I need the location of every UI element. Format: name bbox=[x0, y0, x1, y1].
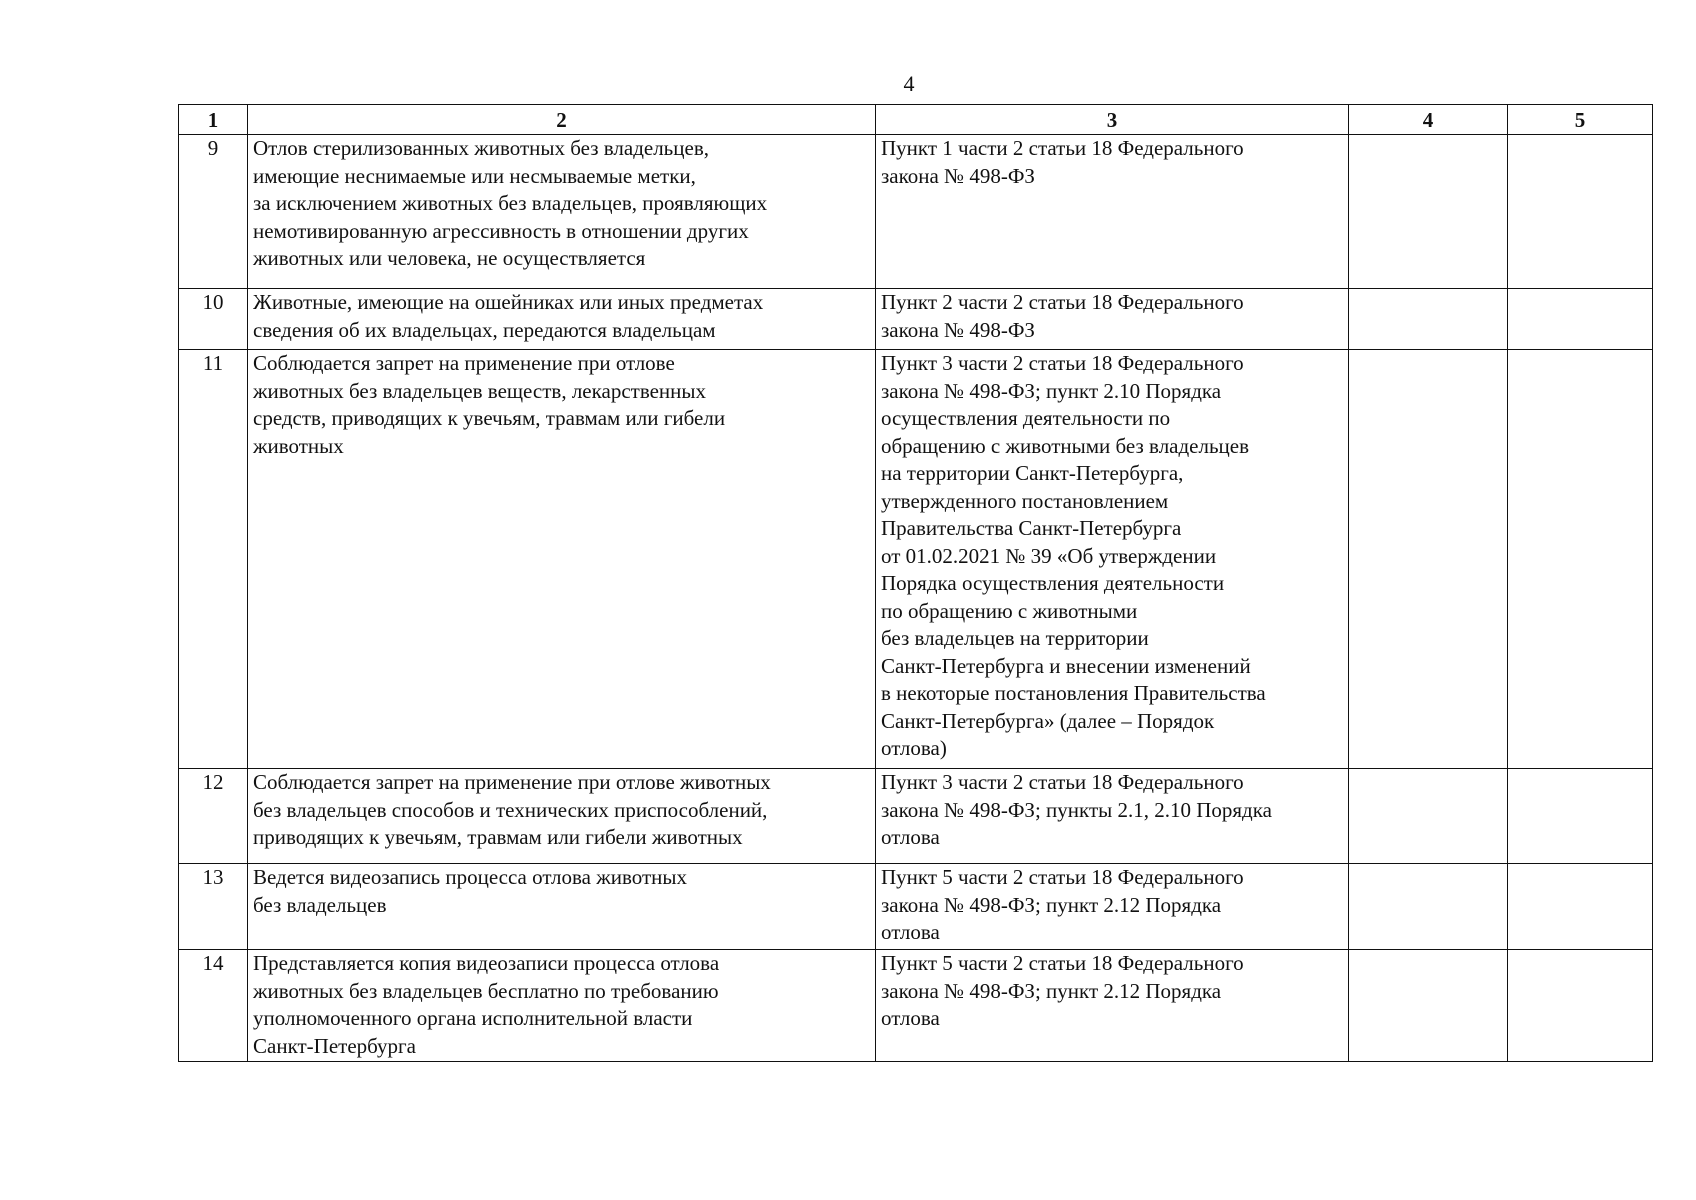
row-number: 11 bbox=[179, 350, 248, 769]
header-col-3: 3 bbox=[876, 105, 1349, 135]
page-number: 4 bbox=[903, 71, 915, 96]
row-number: 14 bbox=[179, 950, 248, 1062]
answer-cell-col5 bbox=[1508, 950, 1653, 1062]
requirement-text: Отлов стерилизованных животных без владельцев, имеющие неснимаемые или несмываемые метки, за исключением животных без владельцев, проявляющих немотивированную агрессивность в отношении других животных или человека, не осуществляется bbox=[248, 135, 876, 289]
table-header bbox=[179, 105, 1653, 135]
requirement-text: Представляется копия видеозаписи процесса отлова животных без владельцев бесплатно по требованию уполномоченного органа исполнительной власти Санкт-Петербурга bbox=[248, 950, 876, 1062]
row-number: 12 bbox=[179, 769, 248, 864]
table-row bbox=[179, 135, 1653, 289]
requirement-text: Животные, имеющие на ошейниках или иных предметах сведения об их владельцах, передаются владельцам bbox=[248, 289, 876, 350]
legal-basis-text: Пункт 3 части 2 статьи 18 Федерального закона № 498-ФЗ; пункт 2.10 Порядка осуществления деятельности по обращению с животными без владельцев на территории Санкт-Петербурга, утвержденного постановлением Правительства Санкт-Петербурга от 01.02.2021 № 39 «Об утверждении Порядка осуществления деятельности по обращению с животными без владельцев на территории Санкт-Петербурга и внесении изменений в некоторые постановления Правительства Санкт-Петербурга» (далее – Порядок отлова) bbox=[876, 350, 1349, 769]
legal-basis-text: Пункт 5 части 2 статьи 18 Федерального закона № 498-ФЗ; пункт 2.12 Порядка отлова bbox=[876, 864, 1349, 950]
header-col-5: 5 bbox=[1508, 105, 1653, 135]
requirement-text: Ведется видеозапись процесса отлова животных без владельцев bbox=[248, 864, 876, 950]
table-row bbox=[179, 350, 1653, 769]
checklist-table bbox=[178, 104, 1653, 1062]
header-col-4: 4 bbox=[1349, 105, 1508, 135]
requirement-text: Соблюдается запрет на применение при отлове животных без владельцев способов и технических приспособлений, приводящих к увечьям, травмам или гибели животных bbox=[248, 769, 876, 864]
header-col-2: 2 bbox=[248, 105, 876, 135]
table-row bbox=[179, 950, 1653, 1062]
row-number: 10 bbox=[179, 289, 248, 350]
table-row bbox=[179, 289, 1653, 350]
table-row bbox=[179, 864, 1653, 950]
legal-basis-text: Пункт 2 части 2 статьи 18 Федерального закона № 498-ФЗ bbox=[876, 289, 1349, 350]
table-row bbox=[179, 769, 1653, 864]
table-body bbox=[179, 135, 1653, 1062]
header-row bbox=[179, 105, 1653, 135]
legal-basis-text: Пункт 5 части 2 статьи 18 Федерального закона № 498-ФЗ; пункт 2.12 Порядка отлова bbox=[876, 950, 1349, 1062]
row-number: 9 bbox=[179, 135, 248, 289]
answer-cell-col5 bbox=[1508, 289, 1653, 350]
legal-basis-text: Пункт 3 части 2 статьи 18 Федерального закона № 498-ФЗ; пункты 2.1, 2.10 Порядка отлова bbox=[876, 769, 1349, 864]
header-col-1: 1 bbox=[179, 105, 248, 135]
legal-basis-text: Пункт 1 части 2 статьи 18 Федерального закона № 498-ФЗ bbox=[876, 135, 1349, 289]
answer-cell-col5 bbox=[1508, 135, 1653, 289]
answer-cell-col5 bbox=[1508, 864, 1653, 950]
answer-cell-col5 bbox=[1508, 350, 1653, 769]
answer-cell-col4 bbox=[1349, 950, 1508, 1062]
requirement-text: Соблюдается запрет на применение при отлове животных без владельцев веществ, лекарственных средств, приводящих к увечьям, травмам или гибели животных bbox=[248, 350, 876, 769]
answer-cell-col4 bbox=[1349, 289, 1508, 350]
answer-cell-col4 bbox=[1349, 135, 1508, 289]
answer-cell-col4 bbox=[1349, 350, 1508, 769]
answer-cell-col4 bbox=[1349, 864, 1508, 950]
answer-cell-col4 bbox=[1349, 769, 1508, 864]
answer-cell-col5 bbox=[1508, 769, 1653, 864]
row-number: 13 bbox=[179, 864, 248, 950]
